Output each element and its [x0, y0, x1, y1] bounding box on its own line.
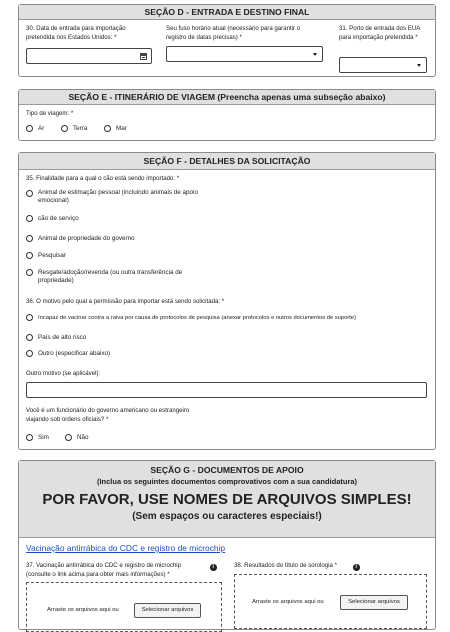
government-yes-label: Sim — [38, 434, 49, 441]
section-g-subtitle: (Inclua os seguintes documentos comprovativos com a sua candidatura) — [96, 477, 358, 486]
timezone-label: Seu fuso horário atual (necessário para garantir o registro de datas precisas) * — [166, 25, 301, 41]
purpose-government-label: Animal de propriedade do governo — [38, 235, 135, 242]
port-select[interactable] — [339, 57, 427, 73]
section-g-header — [19, 461, 435, 538]
section-g — [18, 460, 436, 630]
government-no-label: Não — [77, 434, 89, 441]
other-reason-label: Outro motivo (se aplicável): — [26, 370, 101, 377]
timezone-select[interactable] — [166, 46, 323, 62]
chevron-down-icon — [313, 53, 317, 56]
purpose-rescue-label: Resgate/adoção/revenda (ou outra transferência de propriedade) — [38, 269, 183, 284]
q37-select-files-button[interactable]: Selecionar arquivos — [134, 603, 201, 618]
port-label: 31. Porto de entrada dos EUA para importação pretendida * — [339, 25, 420, 41]
calendar-icon[interactable] — [140, 53, 147, 60]
q38-label: 38. Resultados do título de sorologia * — [234, 562, 337, 569]
chevron-down-icon — [417, 64, 421, 67]
q38-dropzone[interactable] — [234, 574, 427, 629]
q37-label: 37. Vacinação antirrábica do CDC e registro de microchip (consulte o link acima para obter mais informações) * — [26, 562, 182, 578]
section-d — [18, 4, 436, 77]
q37-drag-text: Arraste os arquivos aqui ou — [47, 607, 119, 613]
reason-research-label: Incapaz de vacinar contra a raiva por causa de protocolos de pesquisa (anexar protocolos e outros documentos de suporte) — [38, 315, 357, 321]
trip-land-radio[interactable] — [61, 125, 68, 132]
purpose-pet-label: Animal de estimação pessoal (incluindo animais de apoio emocional) — [38, 189, 198, 204]
q37-dropzone[interactable] — [26, 582, 222, 632]
section-d-title: SEÇÃO D - ENTRADA E DESTINO FINAL — [19, 5, 435, 20]
trip-sea-label: Mar — [116, 125, 127, 132]
purpose-research-radio[interactable] — [26, 252, 33, 259]
reason-other-radio[interactable] — [26, 350, 33, 357]
q38-select-files-button[interactable]: Selecionar arquivos — [340, 595, 408, 610]
trip-type-label: Tipo de viagem: * — [26, 110, 74, 117]
entry-date-input[interactable] — [26, 48, 152, 64]
q38-drag-text: Arraste os arquivos aqui ou — [252, 599, 324, 605]
purpose-service-label: cão de serviço — [38, 215, 79, 222]
filename-warning-sub: (Sem espaços ou caracteres especiais!) — [132, 511, 322, 522]
section-e — [18, 89, 436, 141]
cdc-vaccination-link[interactable]: Vacinação antirrábica do CDC e registro de microchip — [26, 543, 226, 553]
info-icon[interactable]: i — [210, 564, 217, 571]
government-label: Você é um funcionário do governo americano ou estrangeiro viajando sob ordens oficiais? * — [26, 407, 190, 423]
government-no-radio[interactable] — [65, 434, 72, 441]
purpose-label: 35. Finalidade para a qual o cão está sendo importado: * — [26, 175, 180, 182]
reason-other-label: Outro (especificar abaixo) — [38, 350, 111, 357]
filename-warning: POR FAVOR, USE NOMES DE ARQUIVOS SIMPLES! — [42, 491, 412, 508]
other-reason-input[interactable] — [26, 382, 427, 398]
trip-air-radio[interactable] — [26, 125, 33, 132]
section-g-title: SEÇÃO G - DOCUMENTOS DE APOIO — [150, 465, 304, 475]
trip-air-label: Ar — [38, 125, 45, 132]
purpose-service-radio[interactable] — [26, 215, 33, 222]
purpose-pet-radio[interactable] — [26, 190, 33, 197]
section-f — [18, 152, 436, 450]
purpose-government-radio[interactable] — [26, 235, 33, 242]
section-e-title: SEÇÃO E - ITINERÁRIO DE VIAGEM (Preencha apenas uma subseção abaixo) — [19, 90, 435, 105]
reason-label: 36. O motivo pelo qual a permissão para importar está sendo solicitada: * — [26, 298, 225, 305]
section-f-title: SEÇÃO F - DETALHES DA SOLICITAÇÃO — [19, 153, 435, 170]
entry-date-label: 30. Data de entrada para importação pretendida nos Estados Unidos: * — [26, 25, 126, 41]
reason-high-risk-label: País de alto risco — [38, 334, 87, 341]
purpose-rescue-radio[interactable] — [26, 269, 33, 276]
reason-research-radio[interactable] — [26, 314, 33, 321]
trip-sea-radio[interactable] — [104, 125, 111, 132]
government-yes-radio[interactable] — [26, 434, 33, 441]
info-icon[interactable]: i — [353, 564, 360, 571]
purpose-research-label: Pesquisar — [38, 252, 67, 259]
reason-high-risk-radio[interactable] — [26, 334, 33, 341]
trip-land-label: Terra — [73, 125, 88, 132]
